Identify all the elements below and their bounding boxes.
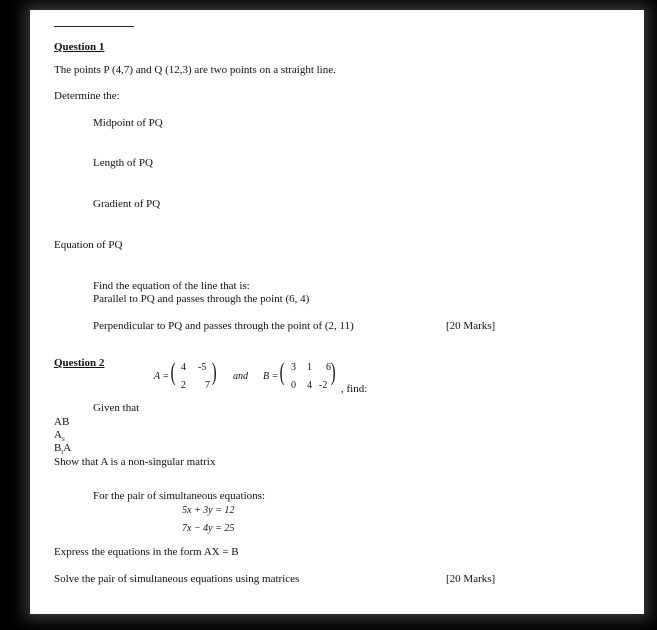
matrix-b-cell: 6 [326, 362, 331, 373]
equation-1: 5x + 3y = 12 [182, 505, 235, 516]
determine-label: Determine the: [54, 90, 120, 102]
matrix-b [263, 359, 393, 396]
express-line: Express the equations in the form AX = B [54, 546, 239, 558]
matrix-b-cell: 1 [307, 362, 312, 373]
item-gradient: Gradient of PQ [93, 198, 161, 210]
item-midpoint: Midpoint of PQ [93, 117, 163, 129]
document-page [30, 10, 644, 614]
find-line-label: Find the equation of the line that is: [93, 280, 250, 292]
simultaneous-intro: For the pair of simultaneous equations: [93, 490, 265, 502]
part-ba: $B_tA$ [54, 442, 72, 457]
top-rule [54, 26, 134, 27]
and-label: and [233, 371, 248, 382]
part-a-sub: $A_s$ [54, 429, 65, 444]
solve-line: Solve the pair of simultaneous equations using matrices [54, 573, 300, 585]
matrix-a-label: A = [154, 371, 170, 382]
perpendicular-line: Perpendicular to PQ and passes through the point of (2, 11) [93, 320, 354, 332]
question-2-heading: Question 2 [54, 357, 105, 369]
matrix-b-label: B = [263, 371, 279, 382]
matrix-b-cell: -2 [319, 380, 328, 391]
item-equation: Equation of PQ [54, 239, 123, 251]
matrix-a-cell: 2 [181, 380, 186, 391]
question-1-marks: [20 Marks] [446, 320, 496, 332]
nonsingular-line: Show that A is a non-singular matrix [54, 456, 216, 468]
matrix-a-right-bracket: ) [211, 359, 217, 386]
matrix-b-cell: 0 [291, 380, 296, 391]
matrix-a [154, 359, 234, 396]
part-ab: AB [54, 416, 70, 428]
item-length: Length of PQ [93, 157, 153, 169]
given-label: Given that [93, 402, 140, 414]
matrix-b-right-bracket: ) [330, 359, 336, 386]
parallel-line: Parallel to PQ and passes through the point (6, 4) [93, 293, 310, 305]
matrix-a-cell: -5 [198, 362, 207, 373]
matrix-a-cell: 4 [181, 362, 186, 373]
question-1-heading: Question 1 [54, 41, 105, 53]
question-2-marks: [20 Marks] [446, 573, 496, 585]
matrix-b-left-bracket: ( [279, 359, 285, 386]
matrix-a-left-bracket: ( [170, 359, 176, 386]
find-label: , find: [341, 383, 368, 395]
question-1-intro: The points P (4,7) and Q (12,3) are two points on a straight line. [54, 64, 336, 76]
matrix-a-cell: 7 [205, 380, 210, 391]
matrix-b-cell: 3 [291, 362, 296, 373]
matrix-b-cell: 4 [307, 380, 312, 391]
equation-2: 7x − 4y = 25 [182, 523, 235, 534]
